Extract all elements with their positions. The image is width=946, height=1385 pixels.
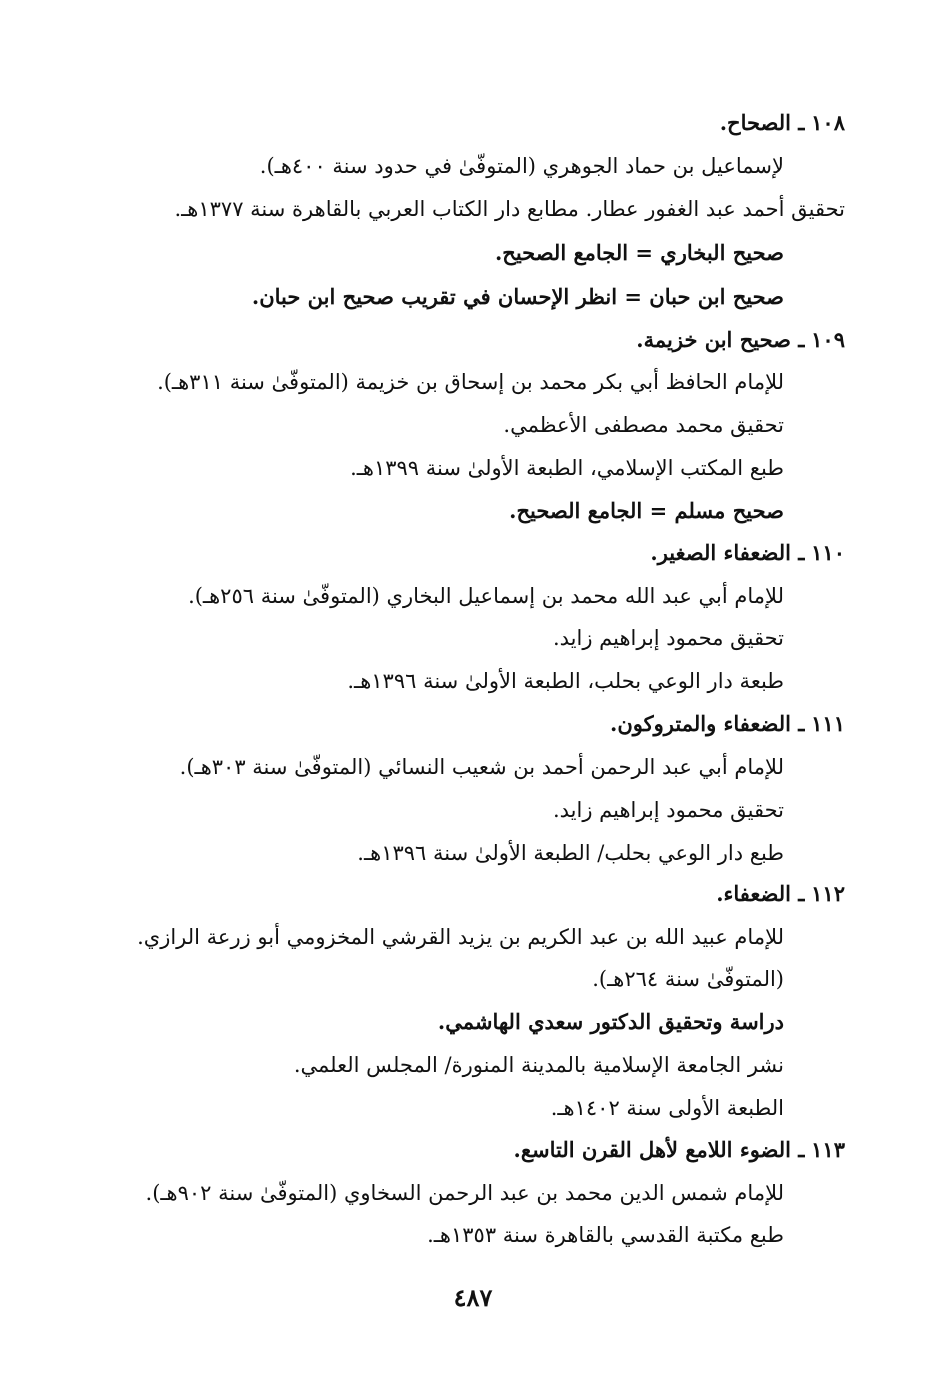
entry-heading: ١١٢ ـ الضعفاء. (716, 881, 845, 906)
entry-number: ١٠٩ (811, 327, 845, 352)
entry-heading: ١٠٩ ـ صحيح ابن خزيمة. (636, 327, 845, 352)
entry-line: تحقيق محمد مصطفى الأعظمي. (503, 413, 784, 437)
entry-line: تحقيق محمود إبراهيم زايد. (552, 798, 784, 822)
entry-line: تحقيق محمود إبراهيم زايد. (552, 626, 784, 650)
entry-number: ١١٠ (811, 540, 845, 565)
entry-heading: ١١٣ ـ الضوء اللامع لأهل القرن التاسع. (513, 1137, 845, 1162)
entry-title: الصحاح. (719, 110, 791, 135)
entry-line: طبع مكتبة القدسي بالقاهرة سنة ١٣٥٣هـ. (427, 1223, 784, 1247)
entry-heading: ١٠٨ ـ الصحاح. (719, 110, 845, 135)
entry-line: طبع دار الوعي بحلب/ الطبعة الأولىٰ سنة ١٣٩٦هـ. (357, 841, 784, 865)
entry-number: ١١٣ (811, 1137, 845, 1162)
entry-line: للإمام أبي عبد الله محمد بن إسماعيل البخاري (المتوفّىٰ سنة ٢٥٦هـ). (188, 584, 784, 608)
cross-reference: صحيح البخاري = الجامع الصحيح. (494, 240, 784, 265)
entry-line: الطبعة الأولى سنة ١٤٠٢هـ. (550, 1096, 784, 1120)
entry-title: الضعفاء الصغير. (650, 540, 791, 565)
entry-line: نشر الجامعة الإسلامية بالمدينة المنورة/ المجلس العلمي. (293, 1053, 784, 1077)
entry-line: للإمام الحافظ أبي بكر محمد بن إسحاق بن خزيمة (المتوفّىٰ سنة ٣١١هـ). (157, 370, 784, 394)
entry-line: طبع المكتب الإسلامي، الطبعة الأولىٰ سنة ١٣٩٩هـ. (350, 456, 784, 480)
entry-title: صحيح ابن خزيمة. (636, 327, 791, 352)
entry-title: الضعفاء والمتروكون. (610, 711, 791, 736)
entry-line: تحقيق أحمد عبد الغفور عطار. مطابع دار الكتاب العربي بالقاهرة سنة ١٣٧٧هـ. (174, 197, 845, 221)
cross-reference: صحيح مسلم = الجامع الصحيح. (509, 498, 784, 523)
entry-number: ١١٢ (811, 881, 845, 906)
page-number: ٤٨٧ (453, 1283, 493, 1312)
entry-line: (المتوفّىٰ سنة ٢٦٤هـ). (592, 967, 784, 991)
entry-number: ١١١ (811, 711, 845, 736)
cross-reference: صحيح ابن حبان = انظر الإحسان في تقريب صحيح ابن حبان. (251, 284, 784, 309)
entry-title: الضوء اللامع لأهل القرن التاسع. (513, 1137, 791, 1162)
entry-number: ١٠٨ (811, 110, 845, 135)
editor-line: دراسة وتحقيق الدكتور سعدي الهاشمي. (437, 1009, 784, 1034)
entry-heading: ١١١ ـ الضعفاء والمتروكون. (610, 711, 845, 736)
entry-line: طبعة دار الوعي بحلب، الطبعة الأولىٰ سنة ١٣٩٦هـ. (347, 669, 784, 693)
entry-title: الضعفاء. (716, 881, 791, 906)
entry-line: للإمام عبيد الله بن عبد الكريم بن يزيد القرشي المخزومي أبو زرعة الرازي. (137, 925, 784, 949)
entry-line: للإمام شمس الدين محمد بن عبد الرحمن السخاوي (المتوفّىٰ سنة ٩٠٢هـ). (145, 1181, 784, 1205)
entry-line: للإمام أبي عبد الرحمن أحمد بن شعيب النسائي (المتوفّىٰ سنة ٣٠٣هـ). (179, 755, 784, 779)
entry-line: لإسماعيل بن حماد الجوهري (المتوفّىٰ في حدود سنة ٤٠٠هـ). (259, 154, 784, 178)
entry-heading: ١١٠ ـ الضعفاء الصغير. (650, 540, 845, 565)
